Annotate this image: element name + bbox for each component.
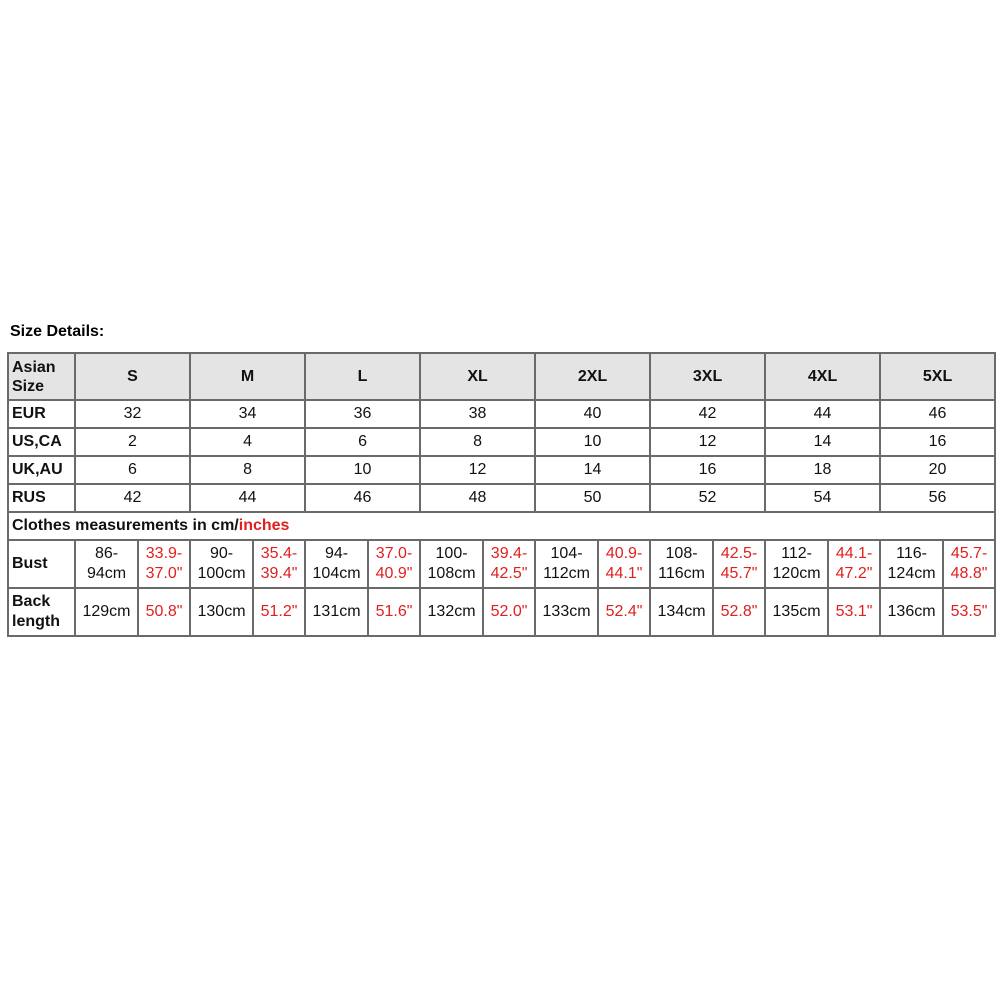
bust-cm-cell bbox=[650, 540, 713, 588]
bust-cm-from: 94- bbox=[324, 545, 349, 562]
bust-cm-to: 100cm bbox=[197, 565, 246, 582]
bust-cm-from: 86- bbox=[94, 545, 119, 562]
size-value-cell: 6 bbox=[305, 428, 420, 456]
size-header-cell: 3XL bbox=[650, 353, 765, 400]
bust-inch-to: 37.0" bbox=[145, 565, 183, 582]
bust-cm-cell bbox=[420, 540, 483, 588]
bust-cm-to: 108cm bbox=[427, 565, 476, 582]
back-inch-cell: 52.4" bbox=[598, 588, 650, 636]
size-value-cell: 12 bbox=[650, 428, 765, 456]
size-value-cell: 42 bbox=[75, 484, 190, 512]
size-value-cell: 44 bbox=[190, 484, 305, 512]
back-cm-cell: 130cm bbox=[190, 588, 253, 636]
size-value-cell: 34 bbox=[190, 400, 305, 428]
size-value-cell: 8 bbox=[190, 456, 305, 484]
back-cm-cell: 129cm bbox=[75, 588, 138, 636]
bust-inch-from: 35.4- bbox=[260, 545, 298, 562]
bust-inch-cell bbox=[943, 540, 995, 588]
size-header-cell: 4XL bbox=[765, 353, 880, 400]
back-inch-cell: 52.8" bbox=[713, 588, 765, 636]
back-inch-cell: 53.1" bbox=[828, 588, 880, 636]
row-label: UK,AU bbox=[8, 456, 75, 484]
size-header-cell: M bbox=[190, 353, 305, 400]
conversion-row bbox=[8, 400, 995, 428]
back-cm-cell: 136cm bbox=[880, 588, 943, 636]
size-value-cell: 42 bbox=[650, 400, 765, 428]
bust-inch-from: 37.0- bbox=[375, 545, 413, 562]
bust-label: Bust bbox=[8, 540, 75, 588]
page-title: Size Details: bbox=[10, 323, 105, 340]
size-value-cell: 14 bbox=[535, 456, 650, 484]
bust-inch-from: 42.5- bbox=[720, 545, 758, 562]
bust-inch-cell bbox=[598, 540, 650, 588]
size-value-cell: 4 bbox=[190, 428, 305, 456]
bust-cm-to: 104cm bbox=[312, 565, 361, 582]
bust-cm-cell bbox=[535, 540, 598, 588]
back-cm-cell: 133cm bbox=[535, 588, 598, 636]
bust-inch-from: 45.7- bbox=[950, 545, 988, 562]
bust-inch-from: 33.9- bbox=[145, 545, 183, 562]
size-value-cell: 8 bbox=[420, 428, 535, 456]
bust-cm-from: 100- bbox=[435, 545, 468, 562]
row-label: EUR bbox=[8, 400, 75, 428]
back-length-label-line1: Back bbox=[12, 593, 51, 610]
back-length-label-line2: length bbox=[12, 613, 60, 630]
bust-cm-cell bbox=[765, 540, 828, 588]
back-cm-cell: 134cm bbox=[650, 588, 713, 636]
bust-cm-to: 94cm bbox=[86, 565, 127, 582]
bust-inch-cell bbox=[713, 540, 765, 588]
bust-cm-to: 116cm bbox=[658, 565, 705, 582]
conversion-row bbox=[8, 484, 995, 512]
size-header-cell: 2XL bbox=[535, 353, 650, 400]
bust-cm-cell bbox=[190, 540, 253, 588]
bust-inch-cell bbox=[253, 540, 305, 588]
measurements-heading-prefix: Clothes measurements in cm/ bbox=[12, 517, 239, 534]
back-length-label bbox=[8, 588, 75, 636]
bust-cm-cell bbox=[305, 540, 368, 588]
bust-cm-to: 112cm bbox=[543, 565, 590, 582]
bust-cm-cell bbox=[880, 540, 943, 588]
back-inch-cell: 53.5" bbox=[943, 588, 995, 636]
size-value-cell: 48 bbox=[420, 484, 535, 512]
bust-cm-from: 112- bbox=[781, 545, 812, 562]
back-length-row bbox=[8, 588, 995, 636]
bust-cm-from: 90- bbox=[209, 545, 234, 562]
size-value-cell: 38 bbox=[420, 400, 535, 428]
size-header-cell: S bbox=[75, 353, 190, 400]
back-cm-cell: 131cm bbox=[305, 588, 368, 636]
size-value-cell: 2 bbox=[75, 428, 190, 456]
size-value-cell: 56 bbox=[880, 484, 995, 512]
size-value-cell: 52 bbox=[650, 484, 765, 512]
bust-inch-to: 40.9" bbox=[375, 565, 413, 582]
size-header-cell: XL bbox=[420, 353, 535, 400]
bust-cm-from: 108- bbox=[665, 545, 698, 562]
back-cm-cell: 135cm bbox=[765, 588, 828, 636]
size-value-cell: 10 bbox=[305, 456, 420, 484]
size-value-cell: 54 bbox=[765, 484, 880, 512]
size-value-cell: 50 bbox=[535, 484, 650, 512]
conversion-row bbox=[8, 456, 995, 484]
size-value-cell: 40 bbox=[535, 400, 650, 428]
size-header-cell: 5XL bbox=[880, 353, 995, 400]
asian-size-label-line2: Size bbox=[12, 377, 45, 395]
size-header-cell: L bbox=[305, 353, 420, 400]
size-value-cell: 44 bbox=[765, 400, 880, 428]
bust-inch-to: 47.2" bbox=[835, 565, 873, 582]
measurements-section-row bbox=[8, 512, 995, 540]
size-value-cell: 16 bbox=[650, 456, 765, 484]
bust-inch-cell bbox=[828, 540, 880, 588]
size-value-cell: 12 bbox=[420, 456, 535, 484]
size-value-cell: 10 bbox=[535, 428, 650, 456]
bust-inch-from: 40.9- bbox=[605, 545, 643, 562]
size-value-cell: 36 bbox=[305, 400, 420, 428]
bust-cm-to: 120cm bbox=[772, 565, 821, 582]
bust-inch-cell bbox=[368, 540, 420, 588]
bust-inch-to: 44.1" bbox=[605, 565, 643, 582]
row-label: RUS bbox=[8, 484, 75, 512]
back-cm-cell: 132cm bbox=[420, 588, 483, 636]
size-value-cell: 20 bbox=[880, 456, 995, 484]
back-inch-cell: 51.6" bbox=[368, 588, 420, 636]
size-value-cell: 46 bbox=[880, 400, 995, 428]
size-value-cell: 18 bbox=[765, 456, 880, 484]
bust-inch-to: 48.8" bbox=[950, 565, 988, 582]
size-value-cell: 14 bbox=[765, 428, 880, 456]
bust-inch-to: 45.7" bbox=[720, 565, 758, 582]
size-value-cell: 32 bbox=[75, 400, 190, 428]
back-inch-cell: 51.2" bbox=[253, 588, 305, 636]
row-label: US,CA bbox=[8, 428, 75, 456]
bust-inch-to: 39.4" bbox=[260, 565, 298, 582]
size-value-cell: 46 bbox=[305, 484, 420, 512]
asian-size-label bbox=[8, 353, 75, 400]
bust-cm-from: 116- bbox=[896, 545, 927, 562]
back-inch-cell: 52.0" bbox=[483, 588, 535, 636]
conversion-row bbox=[8, 428, 995, 456]
measurements-heading bbox=[8, 512, 995, 540]
size-value-cell: 6 bbox=[75, 456, 190, 484]
bust-inch-cell bbox=[483, 540, 535, 588]
measurements-heading-inches: inches bbox=[238, 517, 290, 534]
bust-cm-cell bbox=[75, 540, 138, 588]
bust-inch-to: 42.5" bbox=[490, 565, 528, 582]
bust-inch-from: 39.4- bbox=[490, 545, 528, 562]
bust-cm-to: 124cm bbox=[887, 565, 936, 582]
back-inch-cell: 50.8" bbox=[138, 588, 190, 636]
asian-size-label-line1: Asian bbox=[12, 358, 56, 376]
bust-cm-from: 104- bbox=[550, 545, 583, 562]
header-row bbox=[8, 353, 995, 400]
bust-row bbox=[8, 540, 995, 588]
bust-inch-cell bbox=[138, 540, 190, 588]
bust-inch-from: 44.1- bbox=[835, 545, 873, 562]
size-value-cell: 16 bbox=[880, 428, 995, 456]
size-chart-table bbox=[7, 352, 996, 637]
